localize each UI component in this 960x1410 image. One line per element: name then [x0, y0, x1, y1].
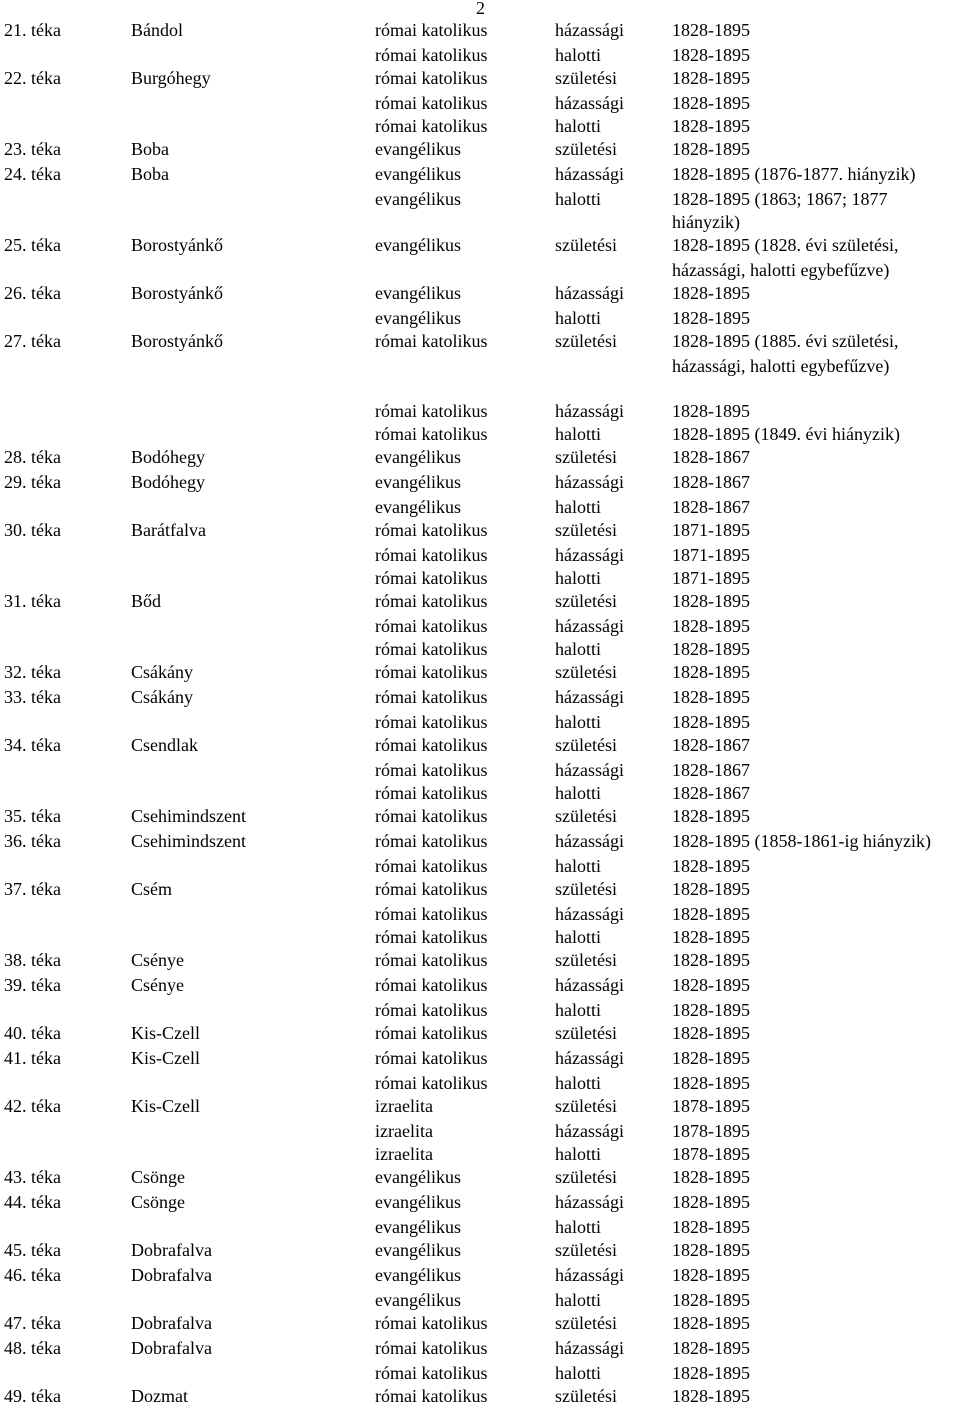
table-row [4, 211, 960, 234]
register-type: halotti [555, 116, 601, 136]
denomination: izraelita [375, 1144, 433, 1164]
denomination: római katolikus [375, 1338, 488, 1358]
period: 1828-1895 [672, 1290, 750, 1310]
place-name: Kis-Czell [131, 1096, 200, 1116]
place-name: Csendlak [131, 735, 198, 755]
register-type: születési [555, 662, 617, 682]
denomination: római katolikus [375, 735, 488, 755]
period: 1828-1895 [672, 1313, 750, 1333]
register-type: halotti [555, 1000, 601, 1020]
teka-number: 42. téka [4, 1096, 61, 1116]
register-type: születési [555, 68, 617, 88]
teka-number: 41. téka [4, 1048, 61, 1068]
table-row [4, 855, 960, 878]
period: 1828-1895 [672, 401, 750, 421]
place-name: Bodóhegy [131, 447, 205, 467]
period: 1878-1895 [672, 1121, 750, 1141]
teka-number: 35. téka [4, 806, 61, 826]
denomination: római katolikus [375, 331, 488, 351]
period: 1828-1895 [672, 45, 750, 65]
register-type: születési [555, 331, 617, 351]
denomination: római katolikus [375, 116, 488, 136]
denomination: evangélikus [375, 164, 461, 184]
register-type: házassági [555, 760, 624, 780]
denomination: római katolikus [375, 45, 488, 65]
denomination: római katolikus [375, 568, 488, 588]
table-row [4, 590, 960, 615]
register-type: halotti [555, 1363, 601, 1383]
teka-number: 25. téka [4, 235, 61, 255]
period: 1828-1895 [672, 1167, 750, 1187]
place-name: Bodóhegy [131, 472, 205, 492]
teka-number: 43. téka [4, 1167, 61, 1187]
denomination: római katolikus [375, 616, 488, 636]
table-row [4, 138, 960, 163]
place-name: Csönge [131, 1167, 185, 1187]
place-name: Csénye [131, 950, 184, 970]
teka-number: 37. téka [4, 879, 61, 899]
table-row [4, 496, 960, 519]
period: házassági, halotti egybefűzve) [672, 356, 890, 376]
table-row [4, 1120, 960, 1143]
denomination: római katolikus [375, 424, 488, 444]
table-row [4, 1072, 960, 1095]
period: 1828-1895 [672, 639, 750, 659]
table-row [4, 1047, 960, 1072]
table-row [4, 1362, 960, 1385]
teka-number: 30. téka [4, 520, 61, 540]
place-name: Kis-Czell [131, 1048, 200, 1068]
denomination: római katolikus [375, 1048, 488, 1068]
register-table [4, 19, 960, 1410]
table-row [4, 1312, 960, 1337]
denomination: evangélikus [375, 472, 461, 492]
period: 1878-1895 [672, 1096, 750, 1116]
period: 1828-1895 [672, 687, 750, 707]
table-row [4, 878, 960, 903]
register-type: születési [555, 1386, 617, 1406]
table-row [4, 67, 960, 92]
table-row [4, 259, 960, 282]
register-type: házassági [555, 616, 624, 636]
register-type: halotti [555, 712, 601, 732]
page-number: 2 [476, 0, 485, 18]
table-row [4, 92, 960, 115]
register-type: házassági [555, 975, 624, 995]
table-row [4, 471, 960, 496]
period: 1871-1895 [672, 568, 750, 588]
period: 1828-1895 [672, 1217, 750, 1237]
period: 1828-1895 (1828. évi születési, [672, 235, 899, 255]
register-type: házassági [555, 164, 624, 184]
period: 1828-1867 [672, 760, 750, 780]
place-name: Kis-Czell [131, 1023, 200, 1043]
register-type: halotti [555, 568, 601, 588]
denomination: római katolikus [375, 591, 488, 611]
denomination: római katolikus [375, 712, 488, 732]
denomination: evangélikus [375, 497, 461, 517]
register-type: házassági [555, 20, 624, 40]
period: 1828-1895 [672, 950, 750, 970]
period: 1828-1895 [672, 856, 750, 876]
period: 1828-1867 [672, 472, 750, 492]
table-row [4, 782, 960, 805]
denomination: izraelita [375, 1121, 433, 1141]
period: 1871-1895 [672, 545, 750, 565]
register-type: házassági [555, 472, 624, 492]
denomination: evangélikus [375, 139, 461, 159]
table-row [4, 544, 960, 567]
denomination: római katolikus [375, 927, 488, 947]
denomination: evangélikus [375, 1192, 461, 1212]
table-row [4, 446, 960, 471]
register-type: születési [555, 591, 617, 611]
place-name: Boba [131, 139, 169, 159]
denomination: római katolikus [375, 20, 488, 40]
table-row [4, 830, 960, 855]
teka-number: 49. téka [4, 1386, 61, 1406]
register-type: halotti [555, 783, 601, 803]
register-type: születési [555, 1167, 617, 1187]
denomination: evangélikus [375, 1240, 461, 1260]
register-type: születési [555, 520, 617, 540]
place-name: Borostyánkő [131, 235, 223, 255]
teka-number: 46. téka [4, 1265, 61, 1285]
period: 1828-1867 [672, 735, 750, 755]
table-row [4, 1095, 960, 1120]
period: 1828-1895 (1849. évi hiányzik) [672, 424, 900, 444]
denomination: római katolikus [375, 760, 488, 780]
denomination: római katolikus [375, 639, 488, 659]
denomination: római katolikus [375, 93, 488, 113]
table-row [4, 1385, 960, 1410]
place-name: Csehimindszent [131, 806, 246, 826]
denomination: római katolikus [375, 806, 488, 826]
register-type: születési [555, 139, 617, 159]
period: 1828-1895 [672, 1265, 750, 1285]
period: 1828-1895 [672, 712, 750, 732]
register-type: házassági [555, 1192, 624, 1212]
denomination: római katolikus [375, 1386, 488, 1406]
table-row [4, 1289, 960, 1312]
period: 1828-1895 [672, 1338, 750, 1358]
register-type: házassági [555, 401, 624, 421]
table-row [4, 1264, 960, 1289]
table-row [4, 711, 960, 734]
period: 1828-1867 [672, 447, 750, 467]
denomination: római katolikus [375, 662, 488, 682]
teka-number: 22. téka [4, 68, 61, 88]
table-row [4, 567, 960, 590]
teka-number: 23. téka [4, 139, 61, 159]
register-type: halotti [555, 45, 601, 65]
place-name: Bőd [131, 591, 162, 611]
teka-number: 44. téka [4, 1192, 61, 1212]
register-type: házassági [555, 687, 624, 707]
place-name: Csákány [131, 687, 193, 707]
register-type: születési [555, 735, 617, 755]
period: 1878-1895 [672, 1144, 750, 1164]
table-row [4, 686, 960, 711]
teka-number: 36. téka [4, 831, 61, 851]
register-type: születési [555, 1023, 617, 1043]
register-type: házassági [555, 1338, 624, 1358]
table-row [4, 1337, 960, 1362]
denomination: evangélikus [375, 1167, 461, 1187]
register-type: halotti [555, 927, 601, 947]
denomination: római katolikus [375, 545, 488, 565]
register-type: születési [555, 1240, 617, 1260]
place-name: Dobrafalva [131, 1338, 212, 1358]
register-type: halotti [555, 424, 601, 444]
teka-number: 38. téka [4, 950, 61, 970]
register-type: halotti [555, 1144, 601, 1164]
period: 1828-1895 [672, 1023, 750, 1043]
period: 1828-1895 [672, 116, 750, 136]
teka-number: 32. téka [4, 662, 61, 682]
period: 1828-1895 [672, 1363, 750, 1383]
table-row [4, 307, 960, 330]
place-name: Csehimindszent [131, 831, 246, 851]
period: 1828-1895 [672, 139, 750, 159]
denomination: evangélikus [375, 283, 461, 303]
period: 1828-1895 [672, 662, 750, 682]
denomination: római katolikus [375, 783, 488, 803]
table-row [4, 615, 960, 638]
teka-number: 31. téka [4, 591, 61, 611]
table-row [4, 805, 960, 830]
period: 1828-1895 [672, 879, 750, 899]
register-type: házassági [555, 283, 624, 303]
table-row [4, 1166, 960, 1191]
denomination: római katolikus [375, 856, 488, 876]
table-row [4, 19, 960, 44]
denomination: római katolikus [375, 401, 488, 421]
denomination: római katolikus [375, 1000, 488, 1020]
period: 1871-1895 [672, 520, 750, 540]
place-name: Dobrafalva [131, 1313, 212, 1333]
teka-number: 45. téka [4, 1240, 61, 1260]
register-type: halotti [555, 189, 601, 209]
period: házassági, halotti egybefűzve) [672, 260, 890, 280]
place-name: Borostyánkő [131, 331, 223, 351]
table-row [4, 1022, 960, 1047]
period: 1828-1895 [672, 1073, 750, 1093]
teka-number: 24. téka [4, 164, 61, 184]
register-type: halotti [555, 1217, 601, 1237]
register-type: születési [555, 950, 617, 970]
denomination: evangélikus [375, 308, 461, 328]
table-row [4, 759, 960, 782]
register-type: halotti [555, 639, 601, 659]
teka-number: 33. téka [4, 687, 61, 707]
denomination: evangélikus [375, 189, 461, 209]
table-row [4, 355, 960, 378]
teka-number: 29. téka [4, 472, 61, 492]
place-name: Barátfalva [131, 520, 206, 540]
period: 1828-1867 [672, 497, 750, 517]
table-row [4, 661, 960, 686]
teka-number: 40. téka [4, 1023, 61, 1043]
register-type: házassági [555, 1121, 624, 1141]
place-name: Csém [131, 879, 173, 899]
denomination: római katolikus [375, 1023, 488, 1043]
register-type: halotti [555, 1073, 601, 1093]
place-name: Csönge [131, 1192, 185, 1212]
period: 1828-1895 [672, 20, 750, 40]
period: 1828-1895 [672, 975, 750, 995]
period: 1828-1895 [672, 806, 750, 826]
place-name: Boba [131, 164, 169, 184]
table-row [4, 234, 960, 259]
register-type: házassági [555, 1048, 624, 1068]
denomination: római katolikus [375, 520, 488, 540]
period: 1828-1895 [672, 1048, 750, 1068]
place-name: Burgóhegy [131, 68, 211, 88]
place-name: Bándol [131, 20, 183, 40]
register-type: házassági [555, 1265, 624, 1285]
period: 1828-1895 [672, 616, 750, 636]
table-row [4, 163, 960, 188]
teka-number: 27. téka [4, 331, 61, 351]
table-row [4, 638, 960, 661]
register-type: házassági [555, 831, 624, 851]
register-type: születési [555, 447, 617, 467]
denomination: római katolikus [375, 879, 488, 899]
period: 1828-1895 [672, 1000, 750, 1020]
period: 1828-1895 [672, 1386, 750, 1406]
period: 1828-1895 (1858-1861-ig hiányzik) [672, 831, 931, 851]
register-type: halotti [555, 308, 601, 328]
register-type: halotti [555, 1290, 601, 1310]
denomination: evangélikus [375, 1265, 461, 1285]
denomination: evangélikus [375, 447, 461, 467]
table-row [4, 282, 960, 307]
table-row [4, 423, 960, 446]
period: 1828-1895 [672, 1192, 750, 1212]
table-row [4, 1216, 960, 1239]
denomination: római katolikus [375, 1363, 488, 1383]
table-row [4, 999, 960, 1022]
register-type: házassági [555, 93, 624, 113]
table-row [4, 926, 960, 949]
period: 1828-1895 (1863; 1867; 1877 [672, 189, 888, 209]
table-row [4, 188, 960, 211]
denomination: római katolikus [375, 904, 488, 924]
register-type: házassági [555, 904, 624, 924]
register-type: születési [555, 1096, 617, 1116]
period: 1828-1895 [672, 308, 750, 328]
register-type: születési [555, 235, 617, 255]
table-row [4, 903, 960, 926]
place-name: Dobrafalva [131, 1265, 212, 1285]
register-type: születési [555, 1313, 617, 1333]
register-type: halotti [555, 497, 601, 517]
place-name: Csákány [131, 662, 193, 682]
teka-number: 48. téka [4, 1338, 61, 1358]
period: 1828-1895 [672, 904, 750, 924]
teka-number: 34. téka [4, 735, 61, 755]
denomination: római katolikus [375, 950, 488, 970]
period: 1828-1895 [672, 68, 750, 88]
table-row [4, 974, 960, 999]
denomination: izraelita [375, 1096, 433, 1116]
denomination: római katolikus [375, 975, 488, 995]
denomination: evangélikus [375, 235, 461, 255]
table-row [4, 44, 960, 67]
teka-number: 21. téka [4, 20, 61, 40]
table-row [4, 1239, 960, 1264]
period: 1828-1867 [672, 783, 750, 803]
place-name: Dozmat [131, 1386, 188, 1406]
register-type: házassági [555, 545, 624, 565]
denomination: római katolikus [375, 831, 488, 851]
teka-number: 26. téka [4, 283, 61, 303]
denomination: római katolikus [375, 687, 488, 707]
place-name: Borostyánkő [131, 283, 223, 303]
register-type: születési [555, 806, 617, 826]
period: 1828-1895 [672, 591, 750, 611]
period: 1828-1895 [672, 93, 750, 113]
teka-number: 39. téka [4, 975, 61, 995]
denomination: római katolikus [375, 1313, 488, 1333]
period: hiányzik) [672, 212, 740, 232]
denomination: római katolikus [375, 1073, 488, 1093]
table-row [4, 949, 960, 974]
denomination: római katolikus [375, 68, 488, 88]
table-row [4, 378, 960, 423]
period: 1828-1895 [672, 927, 750, 947]
table-row [4, 115, 960, 138]
denomination: evangélikus [375, 1290, 461, 1310]
period: 1828-1895 (1885. évi születési, [672, 331, 899, 351]
teka-number: 47. téka [4, 1313, 61, 1333]
place-name: Dobrafalva [131, 1240, 212, 1260]
table-row [4, 330, 960, 355]
table-row [4, 1143, 960, 1166]
table-row [4, 734, 960, 759]
teka-number: 28. téka [4, 447, 61, 467]
denomination: evangélikus [375, 1217, 461, 1237]
period: 1828-1895 (1876-1877. hiányzik) [672, 164, 916, 184]
place-name: Csénye [131, 975, 184, 995]
register-type: halotti [555, 856, 601, 876]
register-type: születési [555, 879, 617, 899]
table-row [4, 519, 960, 544]
table-row [4, 1191, 960, 1216]
period: 1828-1895 [672, 283, 750, 303]
period: 1828-1895 [672, 1240, 750, 1260]
